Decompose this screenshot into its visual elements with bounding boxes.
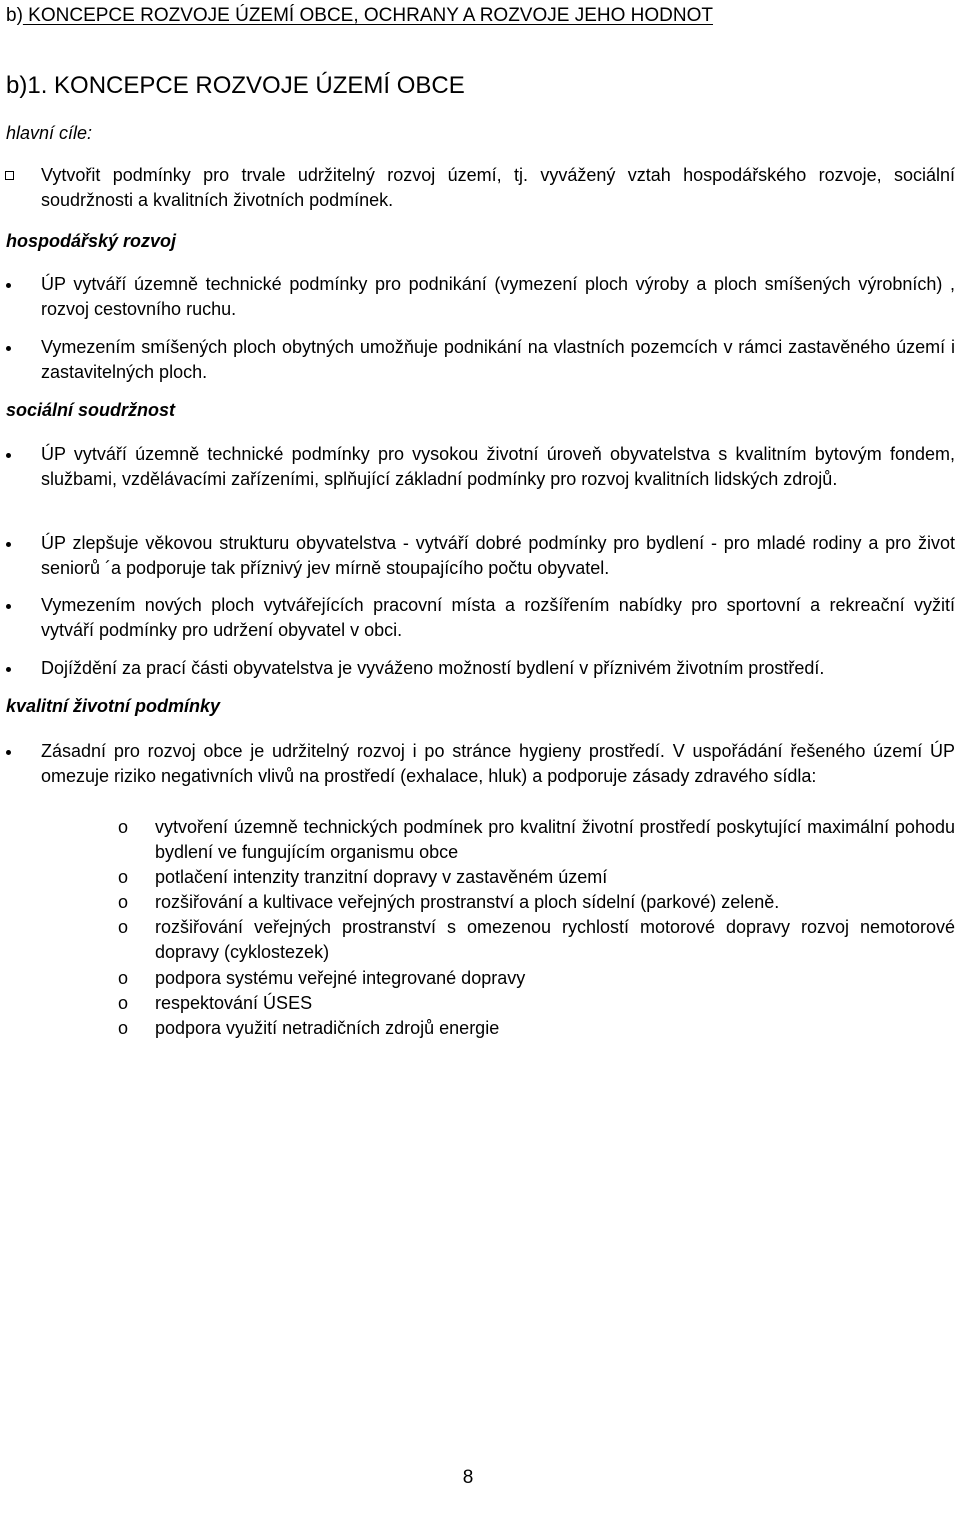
living-subitem-text: rozšiřování a kultivace veřejných prostranství a ploch sídelní (parkové) zeleně. xyxy=(155,892,780,912)
social-item-4 xyxy=(41,656,955,681)
bullet-icon xyxy=(5,739,23,764)
bullet-icon xyxy=(5,656,23,681)
subsection-heading: b)1. KONCEPCE ROZVOJE ÚZEMÍ OBCE xyxy=(6,72,465,99)
social-item-1 xyxy=(41,442,955,492)
social-label: sociální soudržnost xyxy=(6,400,176,420)
circle-bullet-icon: o xyxy=(118,817,129,837)
living-subitem-6 xyxy=(118,991,955,1016)
living-subitem-text: potlačení intenzity tranzitní dopravy v zastavěném území xyxy=(155,867,608,887)
living-subitem-7 xyxy=(118,1016,955,1041)
economic-item-text: ÚP vytváří územně technické podmínky pro podnikání (vymezení ploch výroby a ploch smíšených výrobních) , rozvoj cestovního ruchu. xyxy=(41,274,955,319)
social-item-text: ÚP vytváří územně technické podmínky pro vysokou životní úroveň obyvatelstva s kvalitním bytovým fondem, službami, vzdělávacími zařízeními, splňující základní podmínky pro rozvoj kvalitních lidských zdrojů. xyxy=(41,444,955,489)
circle-bullet-icon: o xyxy=(118,917,129,937)
living-subitem-text: podpora využití netradičních zdrojů energie xyxy=(155,1018,500,1038)
economic-item-text: Vymezením smíšených ploch obytných umožňuje podnikání na vlastních pozemcích v rámci zastavěného území i zastavitelných ploch. xyxy=(41,337,955,382)
living-item xyxy=(41,739,955,789)
main-goals-label: hlavní cíle: xyxy=(6,123,93,143)
living-subitem-text: respektování ÚSES xyxy=(155,993,313,1013)
bullet-icon xyxy=(5,442,23,467)
main-goal-text: Vytvořit podmínky pro trvale udržitelný rozvoj území, tj. vyvážený vztah hospodářského rozvoje, sociální soudržnosti a kvalitních životních podmínek. xyxy=(41,165,955,210)
living-subitem-text: rozšiřování veřejných prostranství s omezenou rychlostí motorové dopravy rozvoj nemotorové dopravy (cyklostezek) xyxy=(155,917,955,962)
living-subitem-text: vytvoření územně technických podmínek pro kvalitní životní prostředí poskytující maximální pohodu bydlení ve fungujícím organismu obce xyxy=(155,817,955,862)
living-subitem-1 xyxy=(118,815,955,865)
living-label: kvalitní životní podmínky xyxy=(6,696,221,716)
living-subitem-text: podpora systému veřejné integrované dopravy xyxy=(155,968,526,988)
circle-bullet-icon: o xyxy=(118,968,129,988)
social-item-3 xyxy=(41,593,955,643)
section-prefix: b) xyxy=(6,5,23,26)
circle-bullet-icon: o xyxy=(118,892,129,912)
main-goal-item xyxy=(41,163,955,213)
economic-item-2 xyxy=(41,335,955,385)
page-number: 8 xyxy=(462,1467,474,1488)
economic-item-1 xyxy=(41,272,955,322)
living-item-text: Zásadní pro rozvoj obce je udržitelný rozvoj i po stránce hygieny prostředí. V uspořádání řešeného území ÚP omezuje riziko negativních vlivů na prostředí (exhalace, hluk) a podporuje zásady zdravého sídla: xyxy=(41,741,955,786)
bullet-icon xyxy=(5,531,23,556)
bullet-icon xyxy=(5,593,23,618)
social-item-text: Vymezením nových ploch vytvářejících pracovní místa a rozšířením nabídky pro sportovní a rekreační vyžití vytváří podmínky pro udržení obyvatel v obci. xyxy=(41,595,955,640)
circle-bullet-icon: o xyxy=(118,993,129,1013)
checkbox-bullet-icon xyxy=(5,163,23,188)
living-subitem-5 xyxy=(118,966,955,991)
circle-bullet-icon: o xyxy=(118,1018,129,1038)
bullet-icon xyxy=(5,272,23,297)
living-subitem-3 xyxy=(118,890,955,915)
social-item-text: Dojíždění za prací části obyvatelstva je vyváženo možností bydlení v příznivém životním prostředí. xyxy=(41,658,825,678)
bullet-icon xyxy=(5,335,23,360)
living-subitem-4 xyxy=(118,915,955,965)
economic-label: hospodářský rozvoj xyxy=(6,231,177,251)
social-item-2 xyxy=(41,531,955,581)
circle-bullet-icon: o xyxy=(118,867,129,887)
living-subitem-2 xyxy=(118,865,955,890)
section-heading xyxy=(6,4,713,28)
social-item-text: ÚP zlepšuje věkovou strukturu obyvatelstva - vytváří dobré podmínky pro bydlení - pro mladé rodiny a pro život seniorů ´a podporuje tak příznivý jev mírně stoupajícího počtu obyvatel. xyxy=(41,533,955,578)
section-heading-text: KONCEPCE ROZVOJE ÚZEMÍ OBCE, OCHRANY A ROZVOJE JEHO HODNOT xyxy=(22,5,713,26)
